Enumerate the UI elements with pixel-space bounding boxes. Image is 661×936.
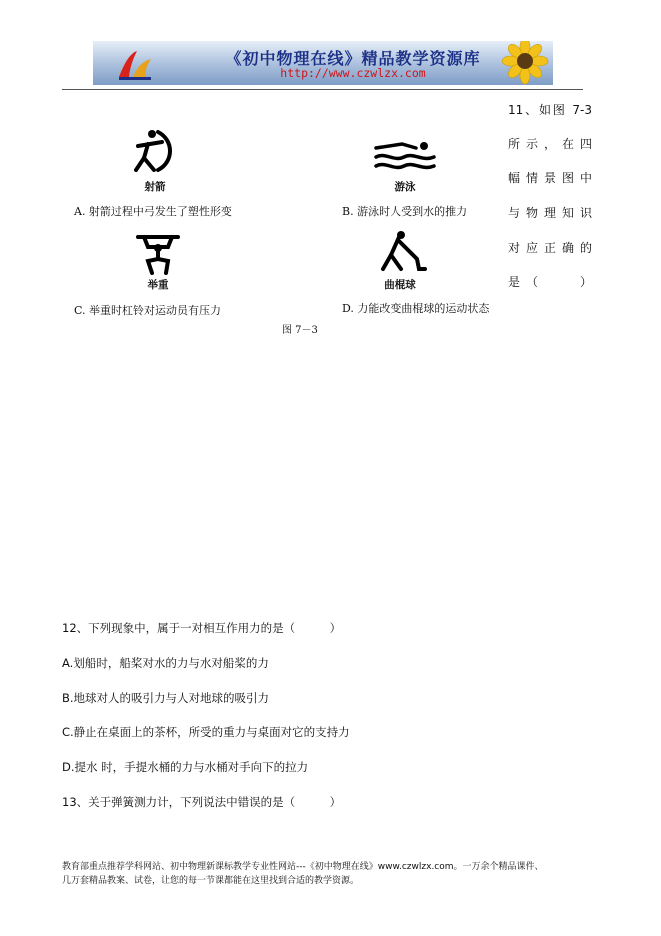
figure-label: 图 7－3 [282, 325, 318, 336]
page-footer [62, 860, 602, 888]
q12-option-d: D.提水 时，手提水桶的力与水桶对手向下的拉力 [62, 760, 309, 774]
panel-c-option: C. 举重时杠铃对运动员有压力 [74, 304, 222, 317]
q12-stem: 12、下列现象中，属于一对相互作用力的是（ ） [62, 621, 342, 635]
panel-d-caption: 曲棍球 [384, 279, 416, 291]
footer-line-2: 几万套精品教案、试卷，让您的每一节课都能在这里找到合适的教学资源。 [62, 876, 360, 886]
q12-option-b: B.地球对人的吸引力与人对地球的吸引力 [62, 691, 270, 705]
header-banner [93, 41, 553, 85]
panel-b-caption: 游泳 [394, 181, 416, 193]
q12-option-c: C.静止在桌面上的茶杯，所受的重力与桌面对它的支持力 [62, 725, 350, 739]
q11-line-6: 是（ ） [508, 275, 592, 289]
panel-a-caption: 射箭 [144, 181, 166, 193]
q11-line-2: 所示，在四 [508, 137, 592, 151]
field-hockey-pictogram-icon [377, 229, 429, 275]
q11-line-5: 对应正确的 [508, 241, 592, 255]
q11-line-1: 11、如图 7-3 [508, 103, 592, 117]
q11-line-3: 幅情景图中 [508, 171, 592, 185]
banner-url[interactable]: http://www.czwlzx.com [280, 66, 426, 80]
archery-pictogram-icon [128, 128, 178, 174]
site-logo-icon [115, 47, 155, 81]
q11-line-4: 与物理知识 [508, 206, 592, 220]
swimming-pictogram-icon [372, 136, 438, 172]
weightlifting-pictogram-icon [134, 231, 182, 275]
panel-c-caption: 举重 [147, 279, 169, 291]
panel-b-option: B. 游泳时人受到水的推力 [342, 205, 468, 218]
panel-a-option: A. 射箭过程中弓发生了塑性形变 [74, 205, 232, 218]
banner-title: 《初中物理在线》精品教学资源库 [225, 49, 481, 68]
sunflower-icon [495, 41, 551, 85]
header-rule [62, 89, 583, 90]
panel-d-option: D. 力能改变曲棍球的运动状态 [342, 302, 490, 315]
footer-line-1: 教育部重点推荐学科网站、初中物理新课标教学专业性网站---《初中物理在线》www.czwlzx.com。一万余个精品课件、 [62, 862, 544, 872]
q12-option-a: A.划船时，船桨对水的力与水对船桨的力 [62, 656, 269, 670]
q13-stem: 13、关于弹簧测力计，下列说法中错误的是（ ） [62, 795, 342, 809]
